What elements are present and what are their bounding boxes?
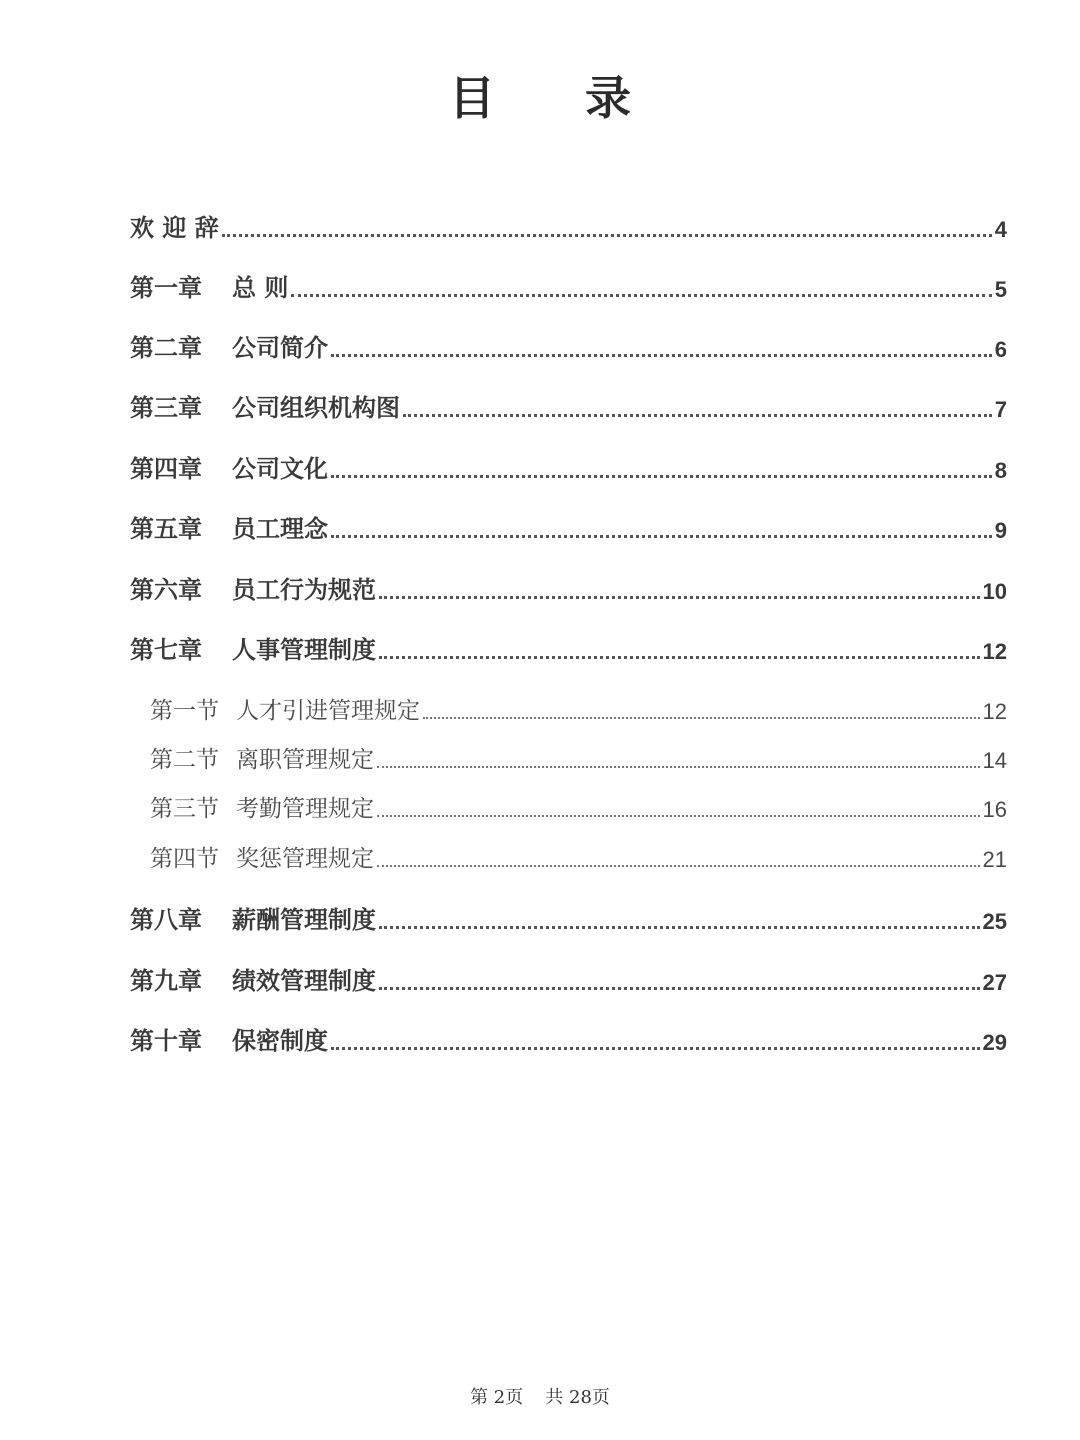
toc-chapter-number: 第九章	[130, 967, 202, 995]
toc-title: 考勤管理规定	[236, 796, 374, 822]
total-pages: 共 28页	[545, 1387, 610, 1408]
toc-chapter-number: 第二章	[130, 334, 202, 362]
toc-entry-chapter-2[interactable]	[130, 328, 1007, 363]
toc-title: 公司组织机构图	[232, 394, 400, 422]
toc-page-number: 29	[982, 1030, 1007, 1055]
dot-leader	[379, 987, 980, 990]
toc-page-number: 14	[982, 748, 1007, 773]
toc-section-number: 第一节	[150, 698, 219, 724]
toc-page-number: 21	[982, 847, 1007, 872]
dot-leader	[291, 294, 991, 297]
toc-entry-section-7-2[interactable]	[150, 741, 1007, 774]
toc-page-number: 10	[982, 579, 1007, 604]
toc-title: 总 则	[232, 274, 289, 302]
toc-title: 薪酬管理制度	[232, 906, 376, 934]
dot-leader	[222, 234, 992, 237]
toc-chapter-number: 第五章	[130, 515, 202, 543]
title-char-1: 目	[449, 71, 495, 125]
toc-chapter-number: 第一章	[130, 274, 202, 302]
page-footer	[0, 1383, 1080, 1409]
toc-title: 离职管理规定	[236, 747, 374, 773]
current-page: 第 2页	[470, 1387, 524, 1408]
toc-page-number: 12	[982, 639, 1007, 664]
toc-title: 奖惩管理规定	[236, 846, 374, 872]
toc-title: 员工行为规范	[232, 576, 376, 604]
toc-entry-chapter-10[interactable]	[130, 1021, 1007, 1056]
toc-section-number: 第三节	[150, 796, 219, 822]
toc-page-number: 4	[994, 217, 1007, 242]
toc-section-number: 第四节	[150, 846, 219, 872]
toc-page-number: 8	[994, 458, 1007, 483]
toc-page-number: 6	[994, 337, 1007, 362]
toc-title: 人才引进管理规定	[236, 698, 420, 724]
dot-leader	[377, 865, 980, 867]
toc-chapter-number: 第七章	[130, 636, 202, 664]
dot-leader	[331, 475, 992, 478]
toc-chapter-number: 第十章	[130, 1027, 202, 1055]
toc-entry-chapter-8[interactable]	[130, 900, 1007, 935]
toc-page-number: 16	[982, 797, 1007, 822]
page-title	[0, 62, 1080, 128]
toc-chapter-number: 第八章	[130, 906, 202, 934]
toc-page-number: 9	[994, 518, 1007, 543]
toc-title: 员工理念	[232, 515, 328, 543]
toc-page-number: 25	[982, 909, 1007, 934]
toc-entry-section-7-4[interactable]	[150, 840, 1007, 873]
toc-entry-welcome[interactable]	[130, 208, 1007, 243]
dot-leader	[331, 354, 992, 357]
toc-title: 绩效管理制度	[232, 967, 376, 995]
toc-entry-chapter-3[interactable]	[130, 388, 1007, 423]
toc-entry-section-7-3[interactable]	[150, 790, 1007, 823]
toc-page-number: 12	[982, 699, 1007, 724]
dot-leader	[377, 766, 980, 768]
toc-entry-chapter-4[interactable]	[130, 449, 1007, 484]
toc-entry-section-7-1[interactable]	[150, 692, 1007, 725]
toc-page-number: 7	[994, 397, 1007, 422]
toc-title: 人事管理制度	[232, 636, 376, 664]
dot-leader	[379, 656, 980, 659]
toc-entry-chapter-6[interactable]	[130, 570, 1007, 605]
dot-leader	[423, 717, 980, 719]
dot-leader	[379, 596, 980, 599]
dot-leader	[331, 1047, 980, 1050]
toc-page-number: 5	[994, 277, 1007, 302]
toc-label: 欢 迎 辞	[130, 214, 219, 242]
toc-section-number: 第二节	[150, 747, 219, 773]
toc-title: 公司文化	[232, 455, 328, 483]
toc-entry-chapter-1[interactable]	[130, 268, 1007, 303]
toc-entry-chapter-7[interactable]	[130, 630, 1007, 665]
toc-chapter-number: 第六章	[130, 576, 202, 604]
dot-leader	[403, 414, 992, 417]
toc-chapter-number: 第四章	[130, 455, 202, 483]
dot-leader	[331, 535, 992, 538]
dot-leader	[379, 926, 980, 929]
toc-title: 公司简介	[232, 334, 328, 362]
toc-chapter-number: 第三章	[130, 394, 202, 422]
toc-entry-chapter-9[interactable]	[130, 961, 1007, 996]
title-char-2: 录	[585, 71, 631, 125]
toc-entry-chapter-5[interactable]	[130, 509, 1007, 544]
dot-leader	[377, 815, 980, 817]
toc-title: 保密制度	[232, 1027, 328, 1055]
toc-page-number: 27	[982, 970, 1007, 995]
